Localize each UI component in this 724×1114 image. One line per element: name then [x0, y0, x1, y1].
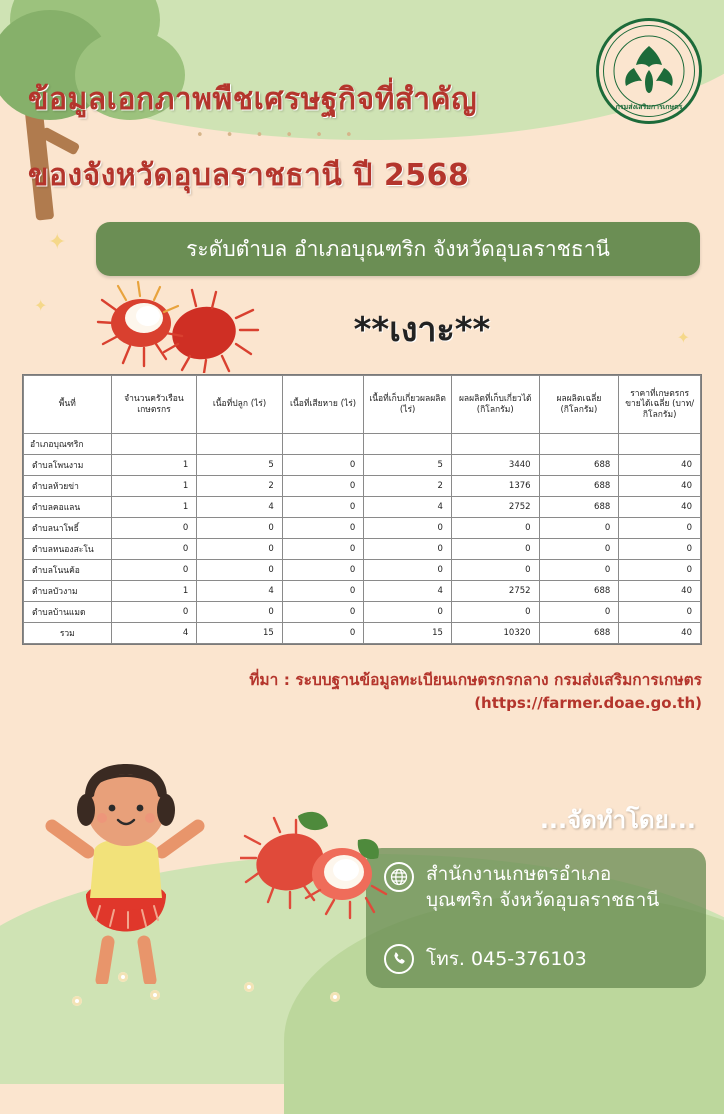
row-area: ตำบลนาโพธิ์ — [24, 518, 112, 539]
cell: 0 — [111, 518, 197, 539]
row-area: ตำบลบ้านแมด — [24, 602, 112, 623]
cell: 2752 — [451, 581, 539, 602]
cell: 40 — [619, 581, 701, 602]
cell: 4 — [197, 497, 283, 518]
cell: 5 — [197, 455, 283, 476]
cell: 688 — [539, 623, 619, 644]
cell — [539, 434, 619, 455]
cell: 0 — [197, 539, 283, 560]
girl-mascot-illustration — [36, 734, 216, 984]
cell: 0 — [282, 539, 364, 560]
cell: 0 — [451, 560, 539, 581]
table-header-row — [24, 376, 701, 434]
phone-number[interactable]: โทร. 045-376103 — [426, 948, 587, 970]
phone-icon — [384, 944, 414, 974]
cell: 688 — [539, 581, 619, 602]
table-body — [24, 434, 701, 644]
cell — [619, 434, 701, 455]
cell: 0 — [364, 518, 452, 539]
cell: 0 — [282, 518, 364, 539]
crop-name-label: **เงาะ** — [353, 310, 491, 350]
office-contact-box — [366, 848, 706, 988]
subtitle-text: ระดับตำบล อำเภอบุณฑริก จังหวัดอุบลราชธานี — [186, 236, 610, 261]
cell — [451, 434, 539, 455]
cell: 0 — [364, 602, 452, 623]
row-area: ตำบลโนนค้อ — [24, 560, 112, 581]
cell: 0 — [364, 560, 452, 581]
rambutan-illustration — [96, 278, 266, 368]
cell: 40 — [619, 497, 701, 518]
cell: 0 — [282, 581, 364, 602]
cell: 0 — [282, 602, 364, 623]
cell: 5 — [364, 455, 452, 476]
cell — [282, 434, 364, 455]
office-line-1: สำนักงานเกษตรอำเภอ — [426, 863, 612, 885]
table-row — [24, 581, 701, 602]
sparkle-icon: ✦ — [34, 296, 48, 315]
row-area: ตำบลคอแลน — [24, 497, 112, 518]
cell: 1 — [111, 455, 197, 476]
source-line-2[interactable]: (https://farmer.doae.go.th) — [474, 694, 702, 713]
cell: 688 — [539, 455, 619, 476]
department-seal — [596, 18, 702, 124]
cell: 688 — [539, 476, 619, 497]
cell — [364, 434, 452, 455]
cell: 0 — [539, 602, 619, 623]
cell: 0 — [282, 623, 364, 644]
cell: 40 — [619, 476, 701, 497]
flower-icon — [72, 996, 82, 1006]
flower-icon — [150, 990, 160, 1000]
col-average-price: ราคาที่เกษตรกรขายได้เฉลี่ย (บาท/กิโลกรัม) — [619, 376, 701, 434]
seal-caption: กรมส่งเสริมการเกษตร — [615, 103, 683, 112]
cell: 1 — [111, 581, 197, 602]
office-line-2: บุณฑริก จังหวัดอุบลราชธานี — [426, 888, 660, 911]
cell: 0 — [451, 518, 539, 539]
col-households: จำนวนครัวเรือนเกษตรกร — [111, 376, 197, 434]
col-average-yield: ผลผลิตเฉลี่ย (กิโลกรัม) — [539, 376, 619, 434]
cell: 3440 — [451, 455, 539, 476]
page-title-line1: ข้อมูลเอกภาพพืชเศรษฐกิจที่สำคัญ — [28, 82, 478, 117]
cell: 0 — [282, 455, 364, 476]
row-area: ตำบลโพนงาม — [24, 455, 112, 476]
cell: 10320 — [451, 623, 539, 644]
cell: 1376 — [451, 476, 539, 497]
phone-row — [384, 944, 587, 974]
flower-icon — [330, 992, 340, 1002]
col-total-yield: ผลผลิตที่เก็บเกี่ยวได้ (กิโลกรัม) — [451, 376, 539, 434]
cell: 0 — [111, 539, 197, 560]
cell: 0 — [539, 560, 619, 581]
cell: 0 — [282, 476, 364, 497]
cell: 0 — [282, 497, 364, 518]
table-row — [24, 560, 701, 581]
cell: 0 — [619, 518, 701, 539]
cell: 0 — [197, 518, 283, 539]
cell: 0 — [451, 539, 539, 560]
cell: 0 — [364, 539, 452, 560]
crop-data-table-container — [22, 374, 702, 645]
source-note — [249, 668, 702, 715]
cell: 2 — [364, 476, 452, 497]
row-area: รวม — [24, 623, 112, 644]
cell: 4 — [364, 581, 452, 602]
cell: 4 — [111, 623, 197, 644]
table-row — [24, 455, 701, 476]
decorative-dots: • • • • • • — [196, 128, 362, 143]
cell: 0 — [111, 602, 197, 623]
sparkle-icon: ✦ — [676, 328, 690, 347]
cell: 1 — [111, 476, 197, 497]
cell — [111, 434, 197, 455]
office-name — [426, 862, 659, 913]
subtitle-banner — [96, 222, 700, 276]
cell: 15 — [364, 623, 452, 644]
col-area: พื้นที่ — [24, 376, 112, 434]
cell: 0 — [539, 518, 619, 539]
row-area: ตำบลบัวงาม — [24, 581, 112, 602]
cell: 4 — [197, 581, 283, 602]
cell: 4 — [364, 497, 452, 518]
source-line-1: ที่มา : ระบบฐานข้อมูลทะเบียนเกษตรกรกลาง กรมส่งเสริมการเกษตร — [249, 671, 702, 689]
cell: 2752 — [451, 497, 539, 518]
cell: 0 — [197, 602, 283, 623]
page-title-line2: ของจังหวัดอุบลราชธานี ปี 2568 — [28, 158, 470, 193]
cell: 15 — [197, 623, 283, 644]
cell: 0 — [619, 539, 701, 560]
cell: 0 — [619, 560, 701, 581]
row-area: ตำบลห้วยข่า — [24, 476, 112, 497]
cell: 0 — [282, 560, 364, 581]
cell: 40 — [619, 623, 701, 644]
row-area: ตำบลหนองสะโน — [24, 539, 112, 560]
table-row — [24, 476, 701, 497]
cell: 1 — [111, 497, 197, 518]
cell: 2 — [197, 476, 283, 497]
cell: 688 — [539, 497, 619, 518]
sparkle-icon: ✦ — [48, 230, 67, 255]
col-harvested-area: เนื้อที่เก็บเกี่ยวผลผลิต (ไร่) — [364, 376, 452, 434]
crop-data-table — [23, 375, 701, 644]
table-row — [24, 434, 701, 455]
cell: 0 — [619, 602, 701, 623]
flower-icon — [244, 982, 254, 992]
cell: 0 — [539, 539, 619, 560]
garuda-emblem-icon — [612, 34, 686, 108]
rambutan-illustration-footer — [240, 802, 390, 942]
col-damaged-area: เนื้อที่เสียหาย (ไร่) — [282, 376, 364, 434]
made-by-label: ...จัดทำโดย... — [539, 806, 696, 834]
table-total-row — [24, 623, 701, 644]
table-row — [24, 518, 701, 539]
table-row — [24, 602, 701, 623]
cell: 0 — [451, 602, 539, 623]
col-planted-area: เนื้อที่ปลูก (ไร่) — [197, 376, 283, 434]
table-row — [24, 497, 701, 518]
cell: 0 — [111, 560, 197, 581]
cell — [197, 434, 283, 455]
office-row — [384, 862, 659, 913]
cell: 0 — [197, 560, 283, 581]
table-row — [24, 539, 701, 560]
row-area: อำเภอบุณฑริก — [24, 434, 112, 455]
cell: 40 — [619, 455, 701, 476]
